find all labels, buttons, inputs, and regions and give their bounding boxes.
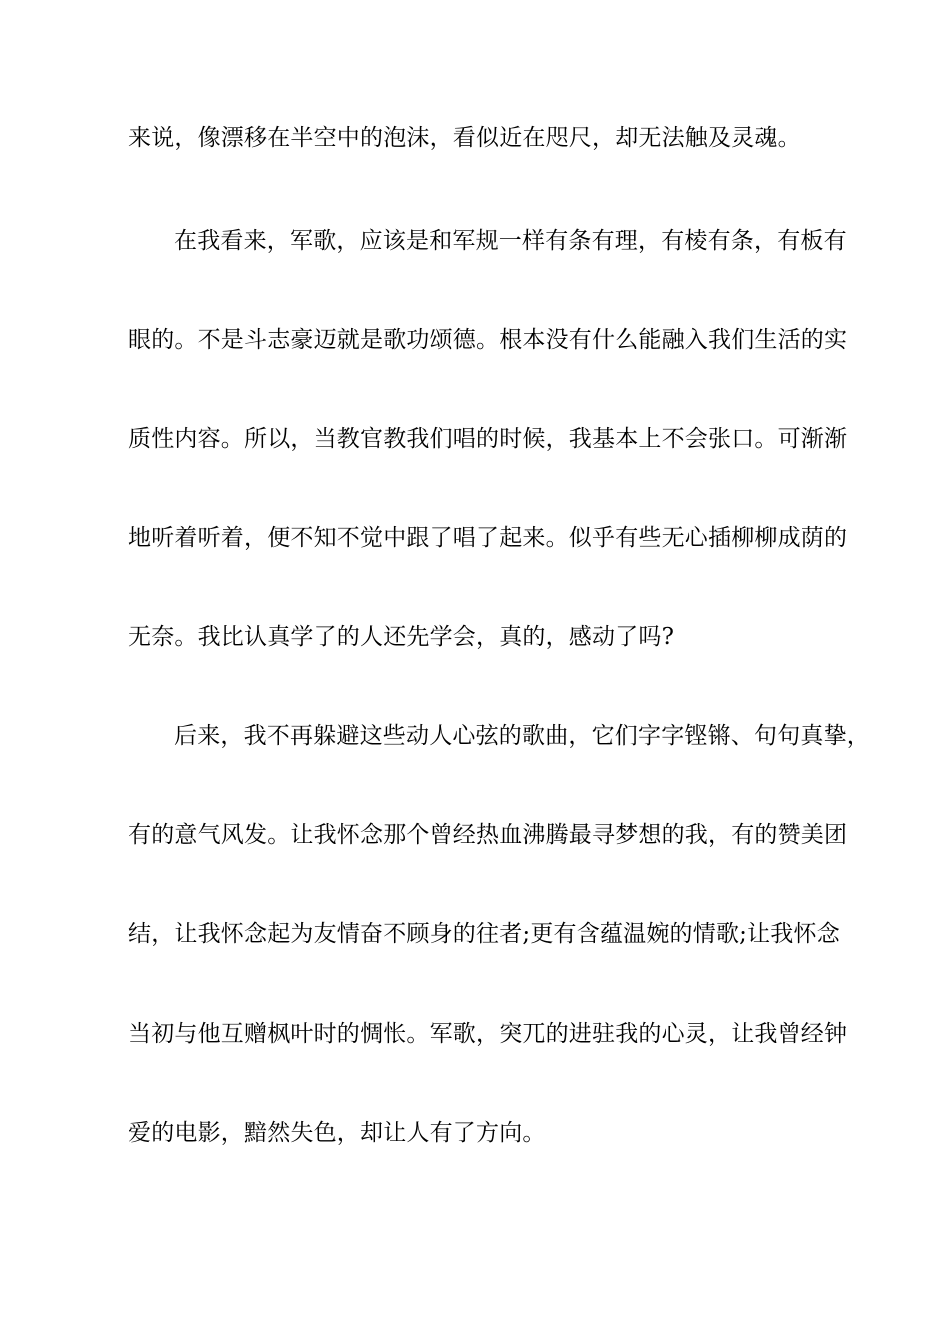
text-line: 爱的电影，黯然失色，却让人有了方向。 [128,1120,546,1146]
text-line: 无奈。我比认真学了的人还先学会，真的，感动了吗? [128,624,675,650]
text-line: 当初与他互赠枫叶时的惆怅。军歌，突兀的进驻我的心灵，让我曾经钟 [128,1021,848,1047]
text-line: 有的意气风发。让我怀念那个曾经热血沸腾最寻梦想的我，有的赞美团 [128,822,848,848]
text-line: 结，让我怀念起为友情奋不顾身的往者;更有含蕴温婉的情歌;让我怀念 [128,921,840,947]
paragraph-first-line: 后来，我不再躲避这些动人心弦的歌曲，它们字字铿锵、句句真挚， [174,723,870,749]
text-line: 地听着听着，便不知不觉中跟了唱了起来。似乎有些无心插柳柳成荫的 [128,525,848,551]
paragraph-first-line: 在我看来，军歌，应该是和军规一样有条有理，有棱有条，有板有 [174,228,847,254]
text-line: 眼的。不是斗志豪迈就是歌功颂德。根本没有什么能融入我们生活的实 [128,327,848,353]
text-line: 来说，像漂移在半空中的泡沫，看似近在咫尺，却无法触及灵魂。 [128,125,801,151]
text-line: 质性内容。所以，当教官教我们唱的时候，我基本上不会张口。可渐渐 [128,426,848,452]
